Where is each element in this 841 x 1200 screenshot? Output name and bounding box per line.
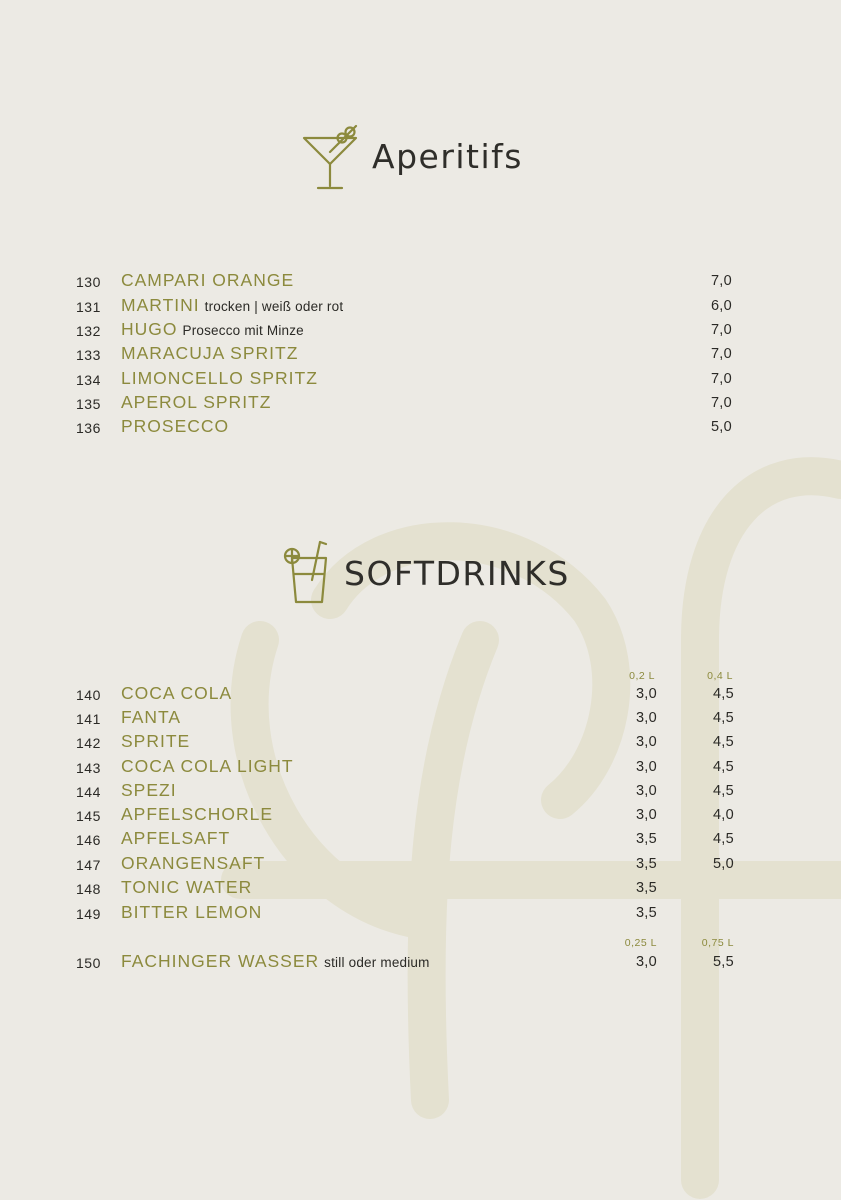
item-price-large: 4,0 xyxy=(712,807,734,823)
item-name: APFELSAFT xyxy=(121,828,231,848)
item-price-small: 3,0 xyxy=(635,783,657,799)
item-price-small: 3,5 xyxy=(635,831,657,847)
list-item xyxy=(0,392,841,416)
lemonade-glass-icon xyxy=(282,540,334,606)
item-number: 149 xyxy=(76,906,101,922)
list-item xyxy=(0,951,841,975)
item-price-small: 3,5 xyxy=(635,905,657,921)
item-price-large: 4,5 xyxy=(712,783,734,799)
item-price-small: 3,0 xyxy=(635,807,657,823)
item-price-large: 4,5 xyxy=(712,759,734,775)
item-price-large: 4,5 xyxy=(712,686,734,702)
item-price-small: 3,0 xyxy=(635,734,657,750)
water-size-header-large: 0,75 L xyxy=(701,937,734,949)
item-name: SPRITE xyxy=(121,731,191,751)
item-name: APFELSCHORLE xyxy=(121,804,274,824)
item-price: 7,0 xyxy=(710,273,732,289)
item-number: 131 xyxy=(76,299,101,315)
item-price-large: 4,5 xyxy=(712,831,734,847)
item-name: FANTA xyxy=(121,707,182,727)
item-name: COCA COLA xyxy=(121,683,233,703)
item-name: APEROL SPRITZ xyxy=(121,392,272,412)
list-item xyxy=(0,295,841,319)
item-price: 7,0 xyxy=(710,395,732,411)
list-item xyxy=(0,902,841,926)
list-item xyxy=(0,804,841,828)
size-header-large: 0,4 L xyxy=(707,670,733,682)
size-header-small: 0,2 L xyxy=(629,670,655,682)
list-item xyxy=(0,368,841,392)
item-price-large: 4,5 xyxy=(712,710,734,726)
list-item xyxy=(0,877,841,901)
list-item xyxy=(0,319,841,343)
item-number: 145 xyxy=(76,808,101,824)
list-item xyxy=(0,780,841,804)
item-number: 133 xyxy=(76,347,101,363)
item-number: 147 xyxy=(76,857,101,873)
list-item xyxy=(0,343,841,367)
aperitifs-title-text: Aperitifs xyxy=(372,136,523,176)
item-name: MARTINI trocken | weiß oder rot xyxy=(121,295,344,315)
item-price-small: 3,0 xyxy=(635,710,657,726)
item-price: 5,0 xyxy=(710,419,732,435)
softdrinks-title-text: SOFTDRINKS xyxy=(344,553,570,593)
item-price-small: 3,0 xyxy=(635,954,657,970)
item-price-small: 3,5 xyxy=(635,856,657,872)
cocktail-glass-icon xyxy=(300,120,362,192)
list-item xyxy=(0,707,841,731)
item-price: 7,0 xyxy=(710,322,732,338)
item-number: 142 xyxy=(76,735,101,751)
list-item xyxy=(0,756,841,780)
softdrinks-header xyxy=(282,540,570,606)
item-name: BITTER LEMON xyxy=(121,902,263,922)
item-name: TONIC WATER xyxy=(121,877,253,897)
item-number: 136 xyxy=(76,420,101,436)
item-number: 144 xyxy=(76,784,101,800)
item-price-small: 3,0 xyxy=(635,686,657,702)
list-item xyxy=(0,683,841,707)
item-number: 146 xyxy=(76,832,101,848)
item-name: CAMPARI ORANGE xyxy=(121,270,295,290)
item-price-large: 5,0 xyxy=(712,856,734,872)
item-price-large: 5,5 xyxy=(712,954,734,970)
item-description: trocken | weiß oder rot xyxy=(204,299,344,314)
item-price: 7,0 xyxy=(710,346,732,362)
list-item xyxy=(0,416,841,440)
list-item xyxy=(0,270,841,294)
item-price-small: 3,5 xyxy=(635,880,657,896)
item-price: 7,0 xyxy=(710,371,732,387)
item-name: MARACUJA SPRITZ xyxy=(121,343,299,363)
item-number: 141 xyxy=(76,711,101,727)
item-price-small: 3,0 xyxy=(635,759,657,775)
item-number: 134 xyxy=(76,372,101,388)
item-number: 143 xyxy=(76,760,101,776)
water-size-header-small: 0,25 L xyxy=(624,937,657,949)
item-price-large: 4,5 xyxy=(712,734,734,750)
item-number: 148 xyxy=(76,881,101,897)
item-name: SPEZI xyxy=(121,780,177,800)
item-number: 130 xyxy=(76,274,101,290)
item-name: HUGO Prosecco mit Minze xyxy=(121,319,304,339)
item-name: FACHINGER WASSER still oder medium xyxy=(121,951,430,971)
list-item xyxy=(0,731,841,755)
item-description: still oder medium xyxy=(324,955,430,970)
item-name: COCA COLA LIGHT xyxy=(121,756,294,776)
item-description: Prosecco mit Minze xyxy=(182,323,304,338)
item-name: LIMONCELLO SPRITZ xyxy=(121,368,318,388)
item-number: 140 xyxy=(76,687,101,703)
item-number: 135 xyxy=(76,396,101,412)
item-number: 132 xyxy=(76,323,101,339)
item-name: ORANGENSAFT xyxy=(121,853,266,873)
item-number: 150 xyxy=(76,955,101,971)
list-item xyxy=(0,853,841,877)
list-item xyxy=(0,828,841,852)
item-name: PROSECCO xyxy=(121,416,230,436)
item-price: 6,0 xyxy=(710,298,732,314)
aperitifs-header xyxy=(300,120,523,192)
